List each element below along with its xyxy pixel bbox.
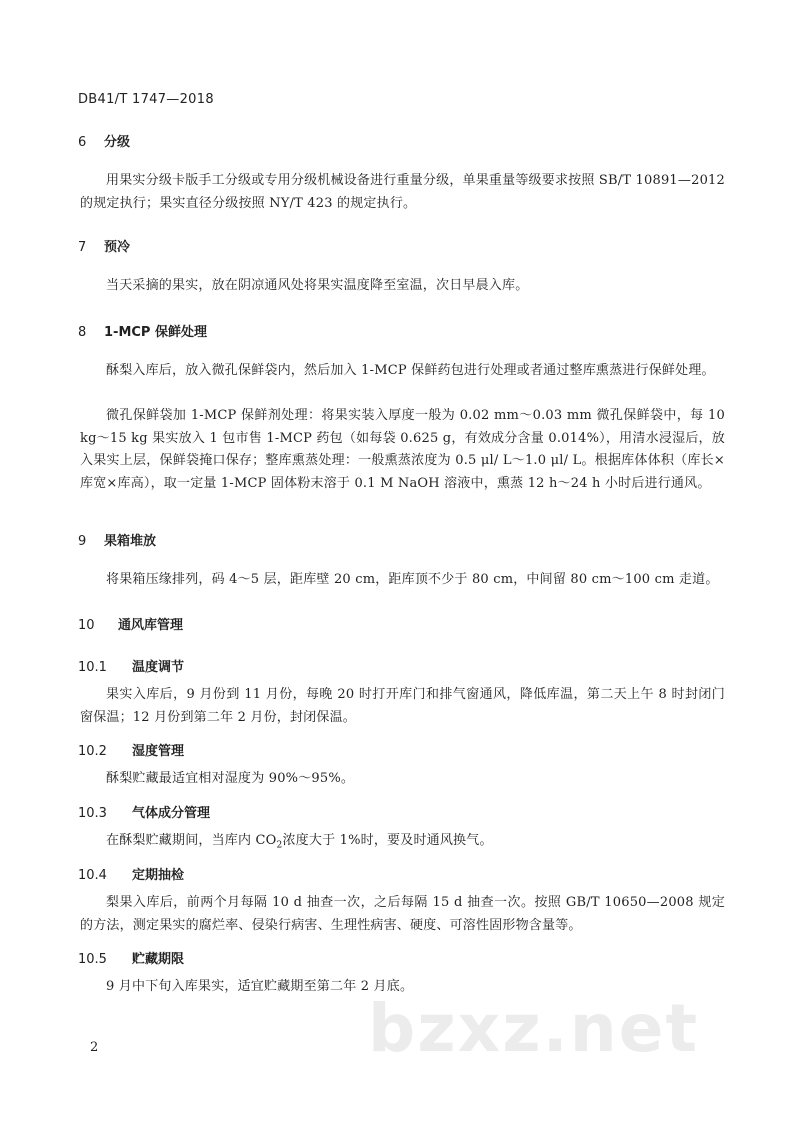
section-10-4-heading [78,864,184,883]
section-10-heading [78,614,183,633]
section-title: 通风库管理 [118,618,184,633]
document-code-header: DB41/T 1747—2018 [78,92,214,107]
section-number: 10 [78,618,95,633]
section-9-paragraph: 将果箱压缘排列，码 4～5 层，距库壁 20 cm，距库顶不少于 80 cm，中间留 80 cm～100 cm 走道。 [106,572,719,587]
section-title: 1-MCP 保鲜处理 [104,325,207,340]
section-title: 气体成分管理 [132,806,211,821]
section-title: 湿度管理 [132,744,185,759]
section-10-5-heading [78,948,184,967]
text-segment: 浓度大于 1%时，要及时通风换气。 [282,833,493,848]
section-number: 7 [78,240,87,255]
section-number: 10.2 [78,744,107,759]
section-title: 贮藏期限 [132,952,185,967]
section-10-4-paragraph: 梨果入库后，前两个月每隔 10 d 抽查一次，之后每隔 15 d 抽查一次。按照 GB/T 10650—2008 规定的方法，测定果实的腐烂率、侵染行病害、生理性病害、硬度、可溶性固形物含量等。 [80,895,725,933]
section-title: 定期抽检 [132,868,185,883]
section-number: 6 [78,135,87,150]
section-10-3-paragraph [80,830,725,857]
section-number: 10.4 [78,868,107,883]
section-7-heading [78,236,130,255]
section-8-paragraph-2: 微孔保鲜袋加 1-MCP 保鲜剂处理：将果实装入厚度一般为 0.02 mm～0.03 mm 微孔保鲜袋中，每 10 kg～15 kg 果实放入 1 包市售 1-MCP 药包（如每袋 0.625 g，有效成分含量 0.014%），用清水浸湿后，放入果实上层，保鲜袋掩口保存；整库熏蒸处理：一般熏蒸浓度为 0.5 μl/ L～1.0 μl/ L。根据库体体积（库长×库宽×库高），取一定量 1-MCP 固体粉末溶于 0.1 M NaOH 溶液中，熏蒸 12 h～24 h 小时后进行通风。 [80,408,725,491]
subscript: 2 [276,840,283,851]
section-7-paragraph: 当天采摘的果实，放在阴凉通风处将果实温度降至室温，次日早晨入库。 [106,278,529,293]
section-10-1-heading [78,656,184,675]
section-number: 10.5 [78,952,107,967]
section-6-heading [78,131,130,150]
section-8-heading [78,321,207,340]
watermark: bzxz.net [368,990,700,1067]
section-number: 9 [78,534,87,549]
text-segment: 在酥梨贮藏期间，当库内 CO [106,833,277,848]
section-6-paragraph: 用果实分级卡版手工分级或专用分级机械设备进行重量分级，单果重量等级要求按照 SB/T 10891—2012 的规定执行；果实直径分级按照 NY/T 423 的规定执行。 [80,173,725,211]
section-10-5-paragraph: 9 月中下旬入库果实，适宜贮藏期至第二年 2 月底。 [106,979,414,994]
section-10-2-paragraph: 酥梨贮藏最适宜相对湿度为 90%～95%。 [106,771,355,786]
section-title: 预冷 [104,240,131,255]
section-9-heading [78,530,156,549]
section-number: 10.1 [78,660,107,675]
section-title: 温度调节 [132,660,185,675]
section-number: 8 [78,325,87,340]
section-10-2-heading [78,740,184,759]
section-8-paragraph-1: 酥梨入库后，放入微孔保鲜袋内，然后加入 1-MCP 保鲜药包进行处理或者通过整库熏蒸进行保鲜处理。 [106,363,715,378]
section-title: 果箱堆放 [104,534,157,549]
section-title: 分级 [104,135,131,150]
section-10-1-paragraph: 果实入库后，9 月份到 11 月份，每晚 20 时打开库门和排气窗通风，降低库温，第二天上午 8 时封闭门窗保温；12 月份到第二年 2 月份，封闭保温。 [80,687,725,725]
page-number: 2 [90,1040,99,1055]
section-number: 10.3 [78,806,107,821]
section-10-3-heading [78,802,210,821]
